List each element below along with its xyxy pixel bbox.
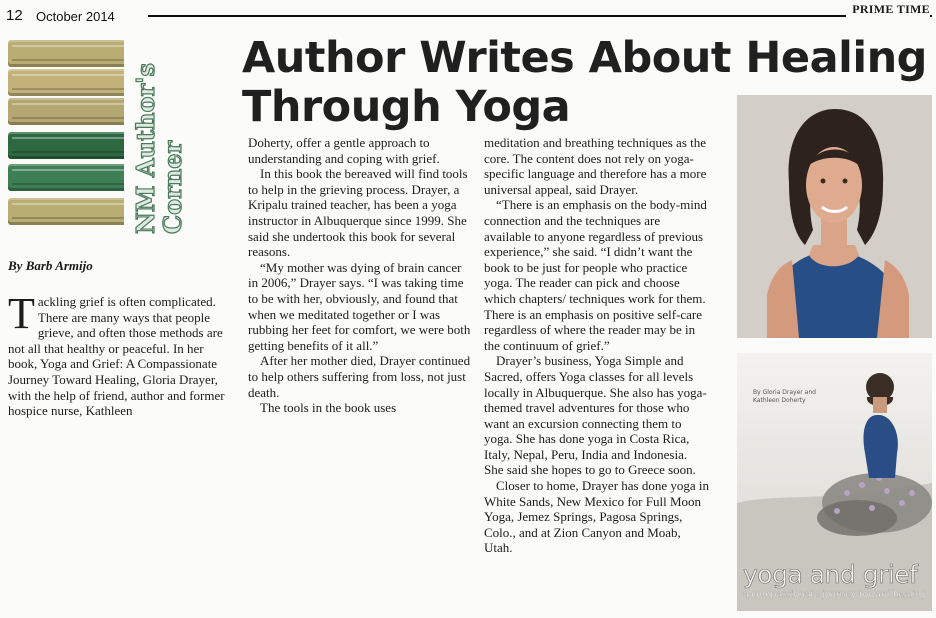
page-header	[0, 4, 936, 26]
book-spine-icon	[8, 98, 124, 125]
article-paragraph: “My mother was dying of brain cancer in 2006,” Drayer says. “I was taking time to be with her, obviously, and found that when we meditated together or I was rubbing her feet for comfort, we were both getting benefits of it all.”	[248, 259, 471, 353]
book-spine-icon	[8, 40, 124, 67]
column-label	[126, 34, 196, 238]
cover-subtitle: a compassionate journey toward healing	[743, 590, 927, 600]
article-paragraph: “There is an emphasis on the body-mind connection and the techniques are available to anyone regardless of previous experience,” she said. “I didn’t want the book to be just for people who practice yoga. The reader can pick and choose which chapters/ techniques work for them. There is an emphasis on positive self-care regardless of where the reader may be in the continuum of grief.”	[484, 197, 707, 353]
cover-authors: By Gloria Drayer and Kathleen Doherty	[753, 389, 816, 404]
article-paragraph: Drayer’s business, Yoga Simple and Sacred, offers Yoga classes for all levels locally in Albuquerque. She also has yoga-themed travel adventures for those who want an excursion connecting them to yoga. She has done yoga in Costa Rica, Italy, Nepal, Peru, India and Indonesia. She said she hopes to go to Greece soon.	[484, 353, 707, 478]
paragraph-text: ackling grief is often complicated. There are many ways that people grieve, and often those methods are not all that healthy or peaceful. In her book, Yoga and Grief: A Compassionate Journey Toward Healing, Gloria Drayer, with the help of friend, author and former hospice nurse, Kathleen	[8, 294, 225, 419]
article-column-2	[248, 135, 473, 416]
author-photo	[737, 95, 932, 338]
article-paragraph: In this book the bereaved will find tools to help in the grieving process. Drayer, a Kripalu trained teacher, has been a yoga instructor in Albuquerque since 1999. She said she undertook this book for several reasons.	[248, 166, 468, 260]
column-label-text: NM Author's Corner	[131, 63, 187, 234]
article-column-3	[484, 135, 709, 556]
issue-date: October 2014	[36, 9, 115, 24]
book-spine-icon	[8, 198, 124, 225]
article-paragraph: The tools in the book uses	[260, 400, 397, 416]
article-paragraph: Closer to home, Drayer has done yoga in White Sands, New Mexico for Full Moon Yoga, Jemez Springs, Pagosa Springs, Colo., and at Zion Canyon and Moab, Utah.	[484, 478, 710, 556]
article-paragraph: Doherty, offer a gentle approach to understanding and coping with grief.	[248, 135, 440, 166]
book-spine-icon	[8, 132, 124, 159]
article-column-1	[8, 289, 228, 419]
article-headline: Author Writes About Healing Through Yoga	[242, 33, 927, 132]
article-paragraph: meditation and breathing techniques as the core. The content does not rely on yoga-specific language and therefore has a more universal appeal, said Drayer.	[484, 135, 707, 197]
book-spine-icon	[8, 69, 124, 96]
byline: By Barb Armijo	[8, 258, 93, 273]
article-paragraph: After her mother died, Drayer continued to help others suffering from loss, not just death.	[248, 353, 471, 400]
section-banner	[6, 32, 196, 238]
header-rule	[148, 15, 932, 17]
drop-cap: T	[8, 289, 35, 338]
book-cover-photo	[737, 353, 932, 611]
author-portrait-image	[737, 95, 932, 338]
page-number: 12	[6, 7, 23, 24]
book-spine-icon	[8, 164, 124, 191]
cover-title: yoga and grief	[743, 560, 918, 589]
article-paragraph	[8, 289, 228, 419]
publication-name: PRIME TIME	[846, 2, 930, 17]
